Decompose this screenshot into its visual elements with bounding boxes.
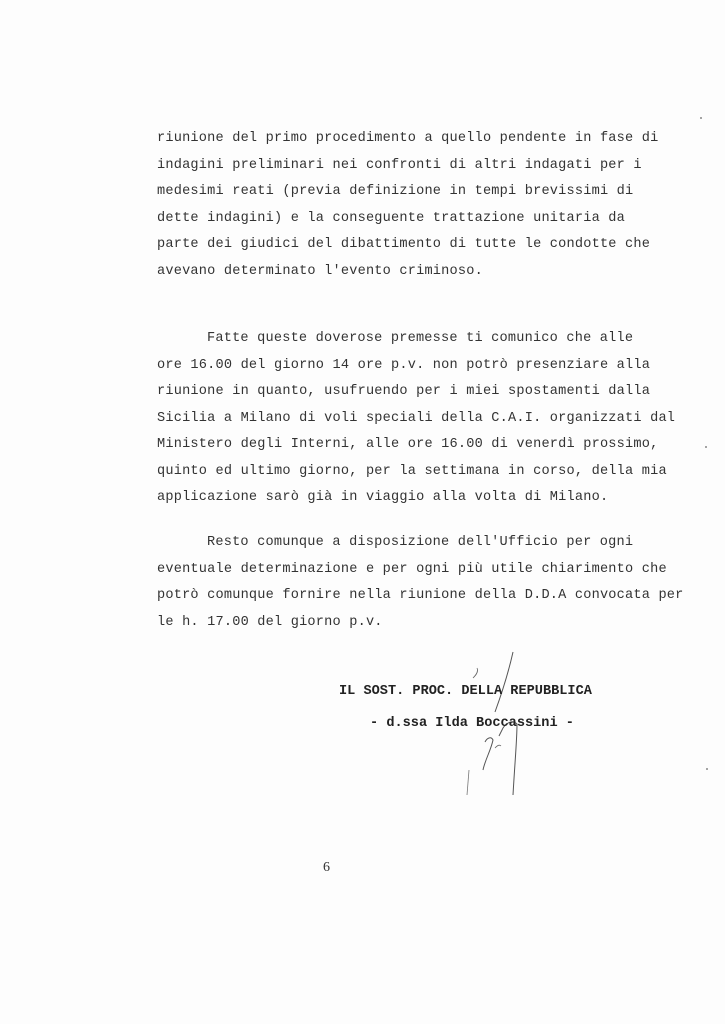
- text-line: dette indagini) e la conseguente trattazione unitaria da: [157, 210, 626, 226]
- text-line: indagini preliminari nei confronti di altri indagati per i: [157, 157, 642, 173]
- text-line: Sicilia a Milano di voli speciali della C.A.I. organizzati dal: [157, 410, 676, 426]
- text-line: avevano determinato l'evento criminoso.: [157, 263, 483, 279]
- signature-name: - d.ssa Ilda Boccassini -: [370, 716, 574, 731]
- text-line-indented: [157, 530, 634, 557]
- text-line: Resto comunque a disposizione dell'Ufficio per ogni: [207, 535, 634, 550]
- text-line: quinto ed ultimo giorno, per la settimana in corso, della mia: [157, 463, 667, 479]
- paragraph-communication: [157, 326, 676, 512]
- page-number: 6: [323, 860, 330, 875]
- scan-speck: [700, 117, 702, 119]
- text-line-indented: [157, 326, 634, 353]
- text-line: le h. 17.00 del giorno p.v.: [157, 614, 383, 630]
- signature-title: IL SOST. PROC. DELLA REPUBBLICA: [339, 684, 592, 699]
- text-line: riunione in quanto, usufruendo per i miei spostamenti dalla: [157, 384, 651, 399]
- text-line: riunione del primo procedimento a quello pendente in fase di: [157, 131, 659, 146]
- paragraph-continuation: [157, 126, 659, 285]
- text-line: eventuale determinazione e per ogni più utile chiarimento che: [157, 561, 667, 577]
- text-line: potrò comunque fornire nella riunione della D.D.A convocata per: [157, 588, 684, 603]
- text-line: parte dei giudici del dibattimento di tutte le condotte che: [157, 237, 651, 252]
- text-line: medesimi reati (previa definizione in tempi brevissimi di: [157, 184, 634, 199]
- scan-speck: [705, 446, 707, 448]
- text-line: applicazione sarò già in viaggio alla volta di Milano.: [157, 490, 609, 505]
- text-line: Ministero degli Interni, alle ore 16.00 di venerdì prossimo,: [157, 437, 659, 452]
- paragraph-closing: [157, 530, 684, 636]
- scan-speck: [706, 768, 708, 770]
- text-line: ore 16.00 del giorno 14 ore p.v. non potrò presenziare alla: [157, 357, 651, 373]
- text-line: Fatte queste doverose premesse ti comunico che alle: [207, 331, 634, 346]
